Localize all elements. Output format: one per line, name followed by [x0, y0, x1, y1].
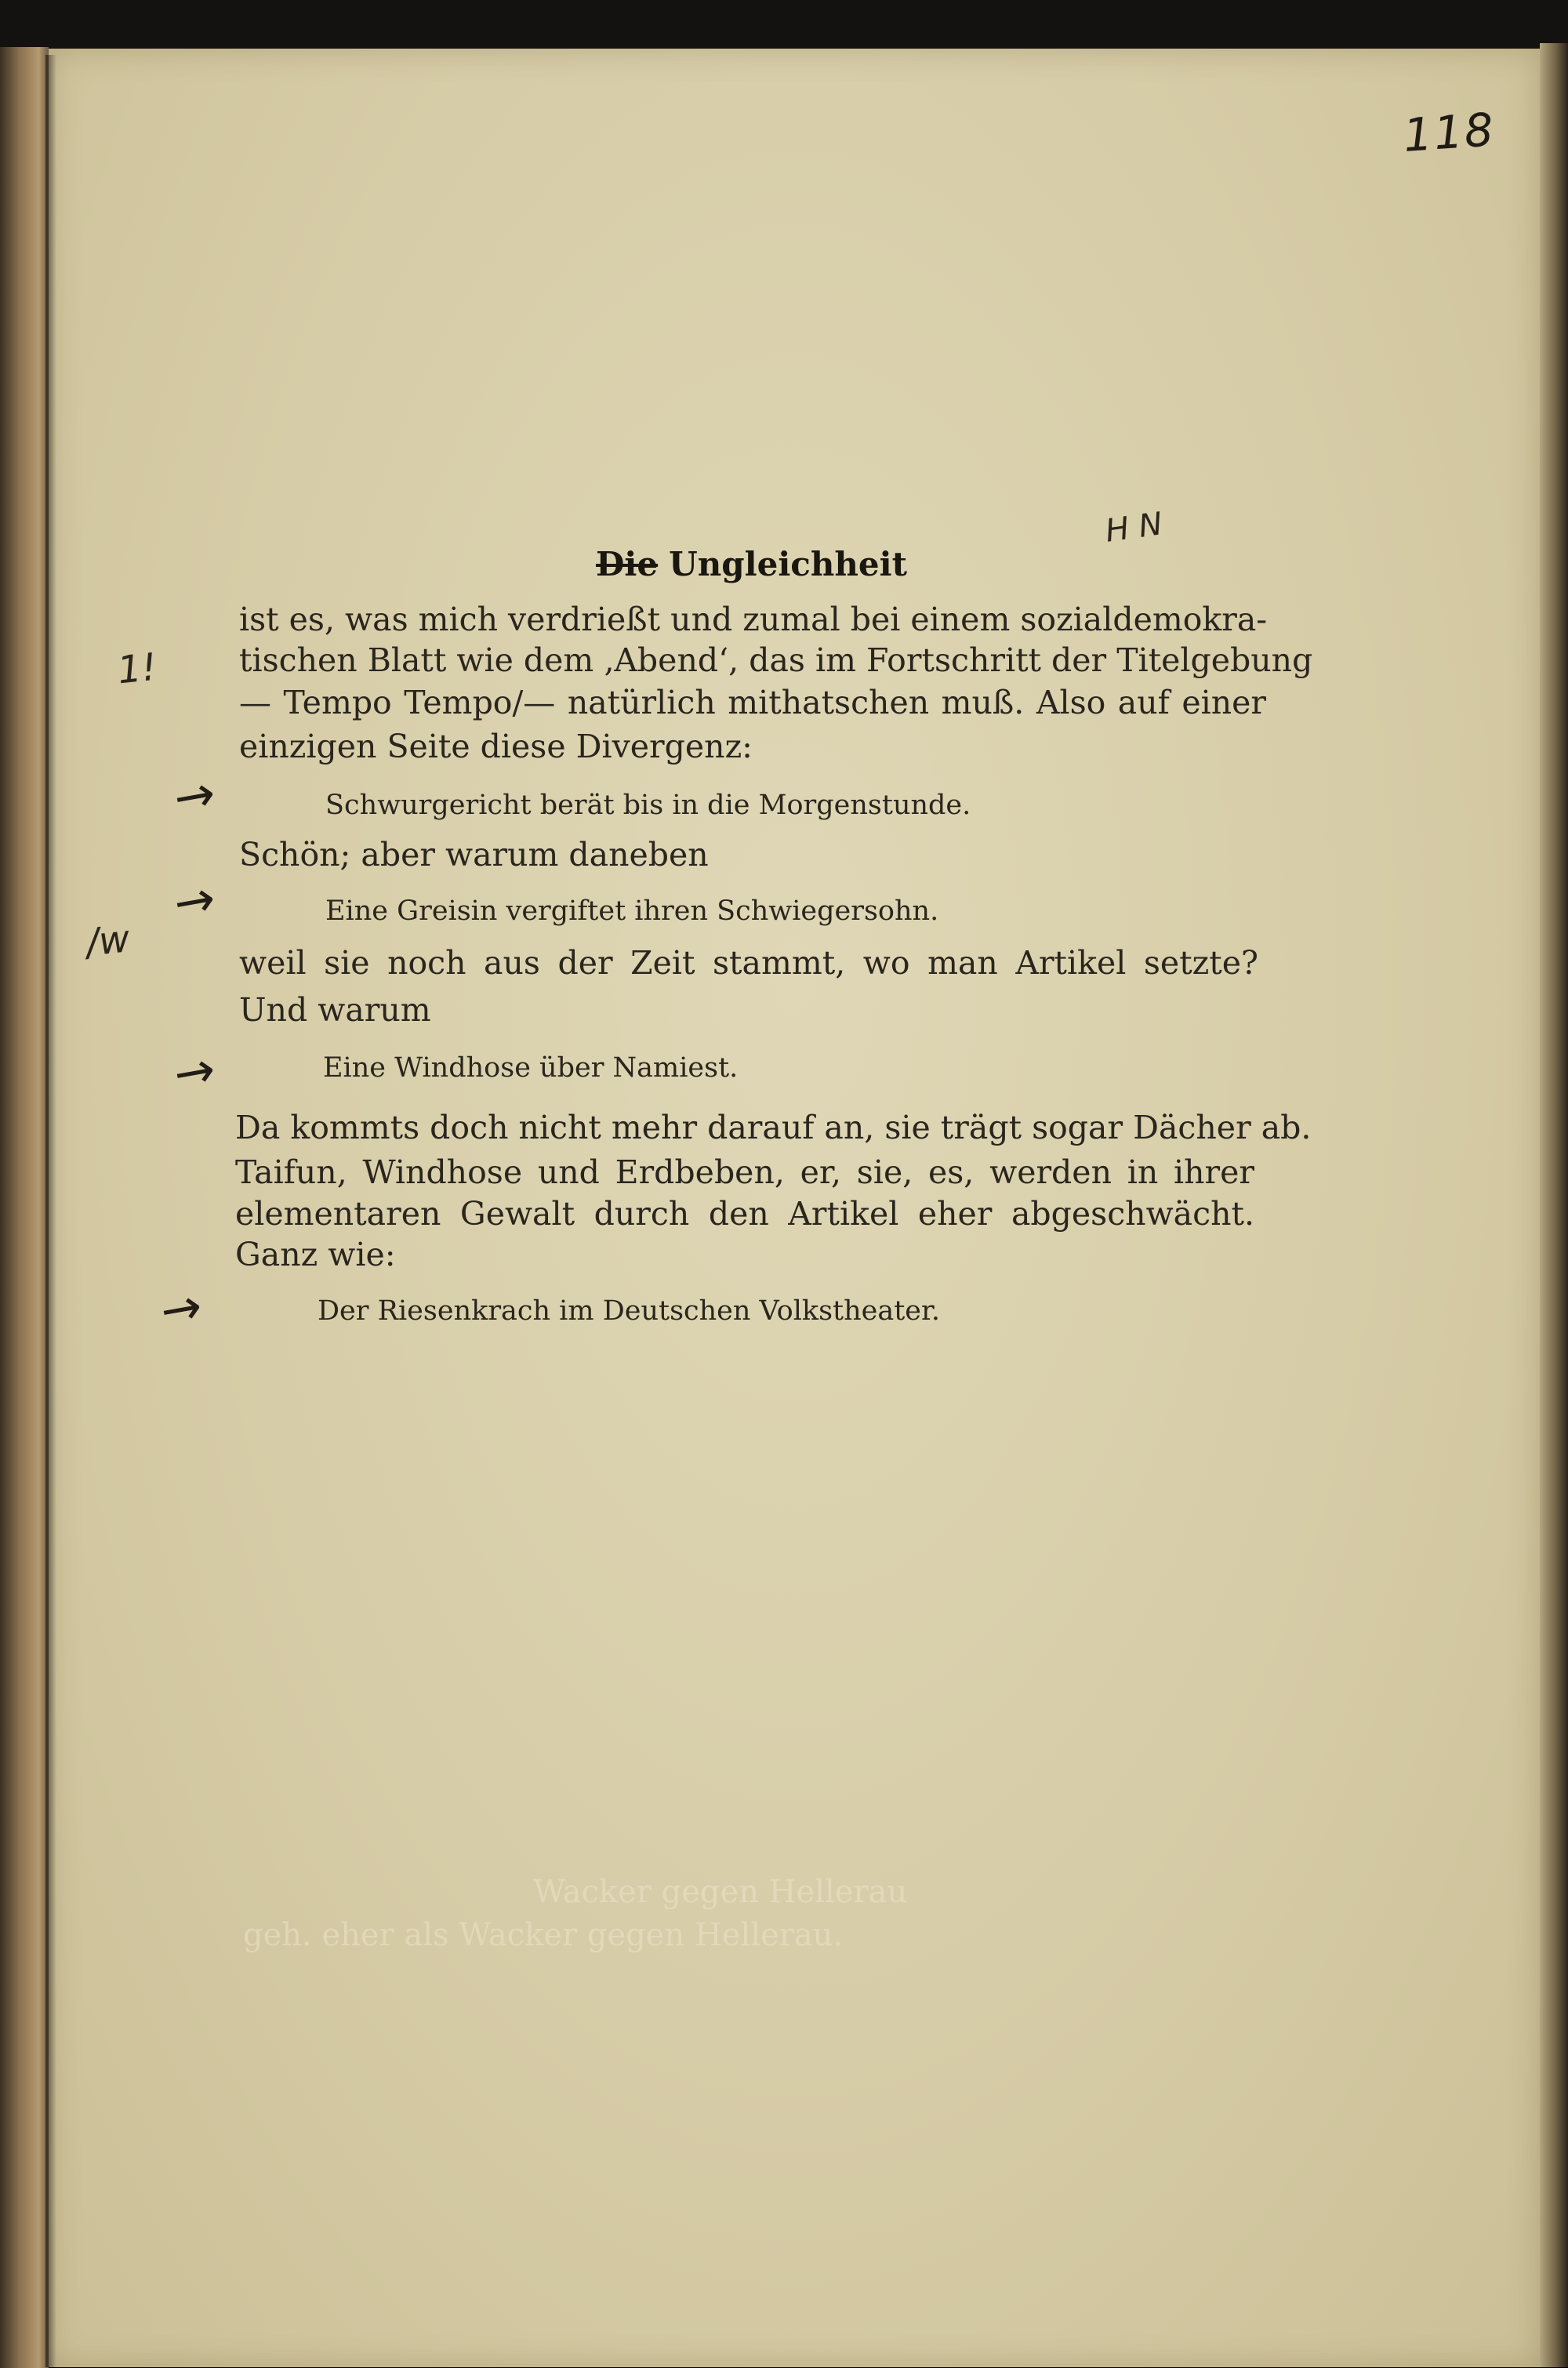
book-spine-edge [0, 47, 49, 2368]
headline-quote: Der Riesenkrach im Deutschen Volkstheater. [318, 1295, 941, 1327]
title-struck-word: Die [596, 545, 659, 583]
text-line: Und warum [239, 991, 431, 1029]
page-right-edge [1540, 43, 1568, 2367]
arrow-icon: → [169, 764, 220, 827]
margin-note-left-2: /w [84, 917, 132, 965]
margin-note-left-1: 1! [115, 645, 159, 693]
arrow-icon: → [169, 1040, 220, 1103]
spine-shadow [45, 55, 56, 2367]
text-line: einzigen Seite diese Divergenz: [239, 728, 753, 765]
arrow-icon: → [156, 1277, 206, 1340]
show-through-text: Wacker gegen Hellerau [533, 1874, 908, 1910]
text-line: Da kommts doch nicht mehr darauf an, sie trägt sogar Dächer ab. [235, 1109, 1312, 1146]
arrow-icon: → [169, 869, 220, 932]
text-line: ist es, was mich verdrießt und zumal bei einem sozialdemokra- [239, 601, 1268, 638]
article-title [596, 545, 907, 583]
text-line: — Tempo Tempo/— natürlich mithatschen muß. Also auf einer [239, 684, 1266, 721]
text-line: Taifun, Windhose und Erdbeben, er, sie, es, werden in ihrer [235, 1153, 1254, 1191]
headline-quote: Eine Windhose über Namiest. [323, 1052, 739, 1084]
headline-quote: Schwurgericht berät bis in die Morgenstunde. [325, 790, 971, 821]
show-through-text: geh. eher als Wacker gegen Hellerau. [243, 1917, 844, 1953]
headline-quote: Eine Greisin vergiftet ihren Schwiegersohn. [325, 895, 939, 927]
title-word: Ungleichheit [669, 545, 907, 583]
text-line: Schön; aber warum daneben [239, 836, 709, 873]
text-line: Ganz wie: [235, 1236, 396, 1273]
page-number-handwritten: 118 [1401, 103, 1497, 162]
margin-note-top-right: H N [1103, 506, 1165, 550]
text-line: elementaren Gewalt durch den Artikel eher abgeschwächt. [235, 1195, 1254, 1233]
text-line: tischen Blatt wie dem ‚Abend‘, das im Fortschritt der Titelgebung [239, 641, 1313, 679]
text-line: weil sie noch aus der Zeit stammt, wo man Artikel setzte? [239, 944, 1258, 982]
